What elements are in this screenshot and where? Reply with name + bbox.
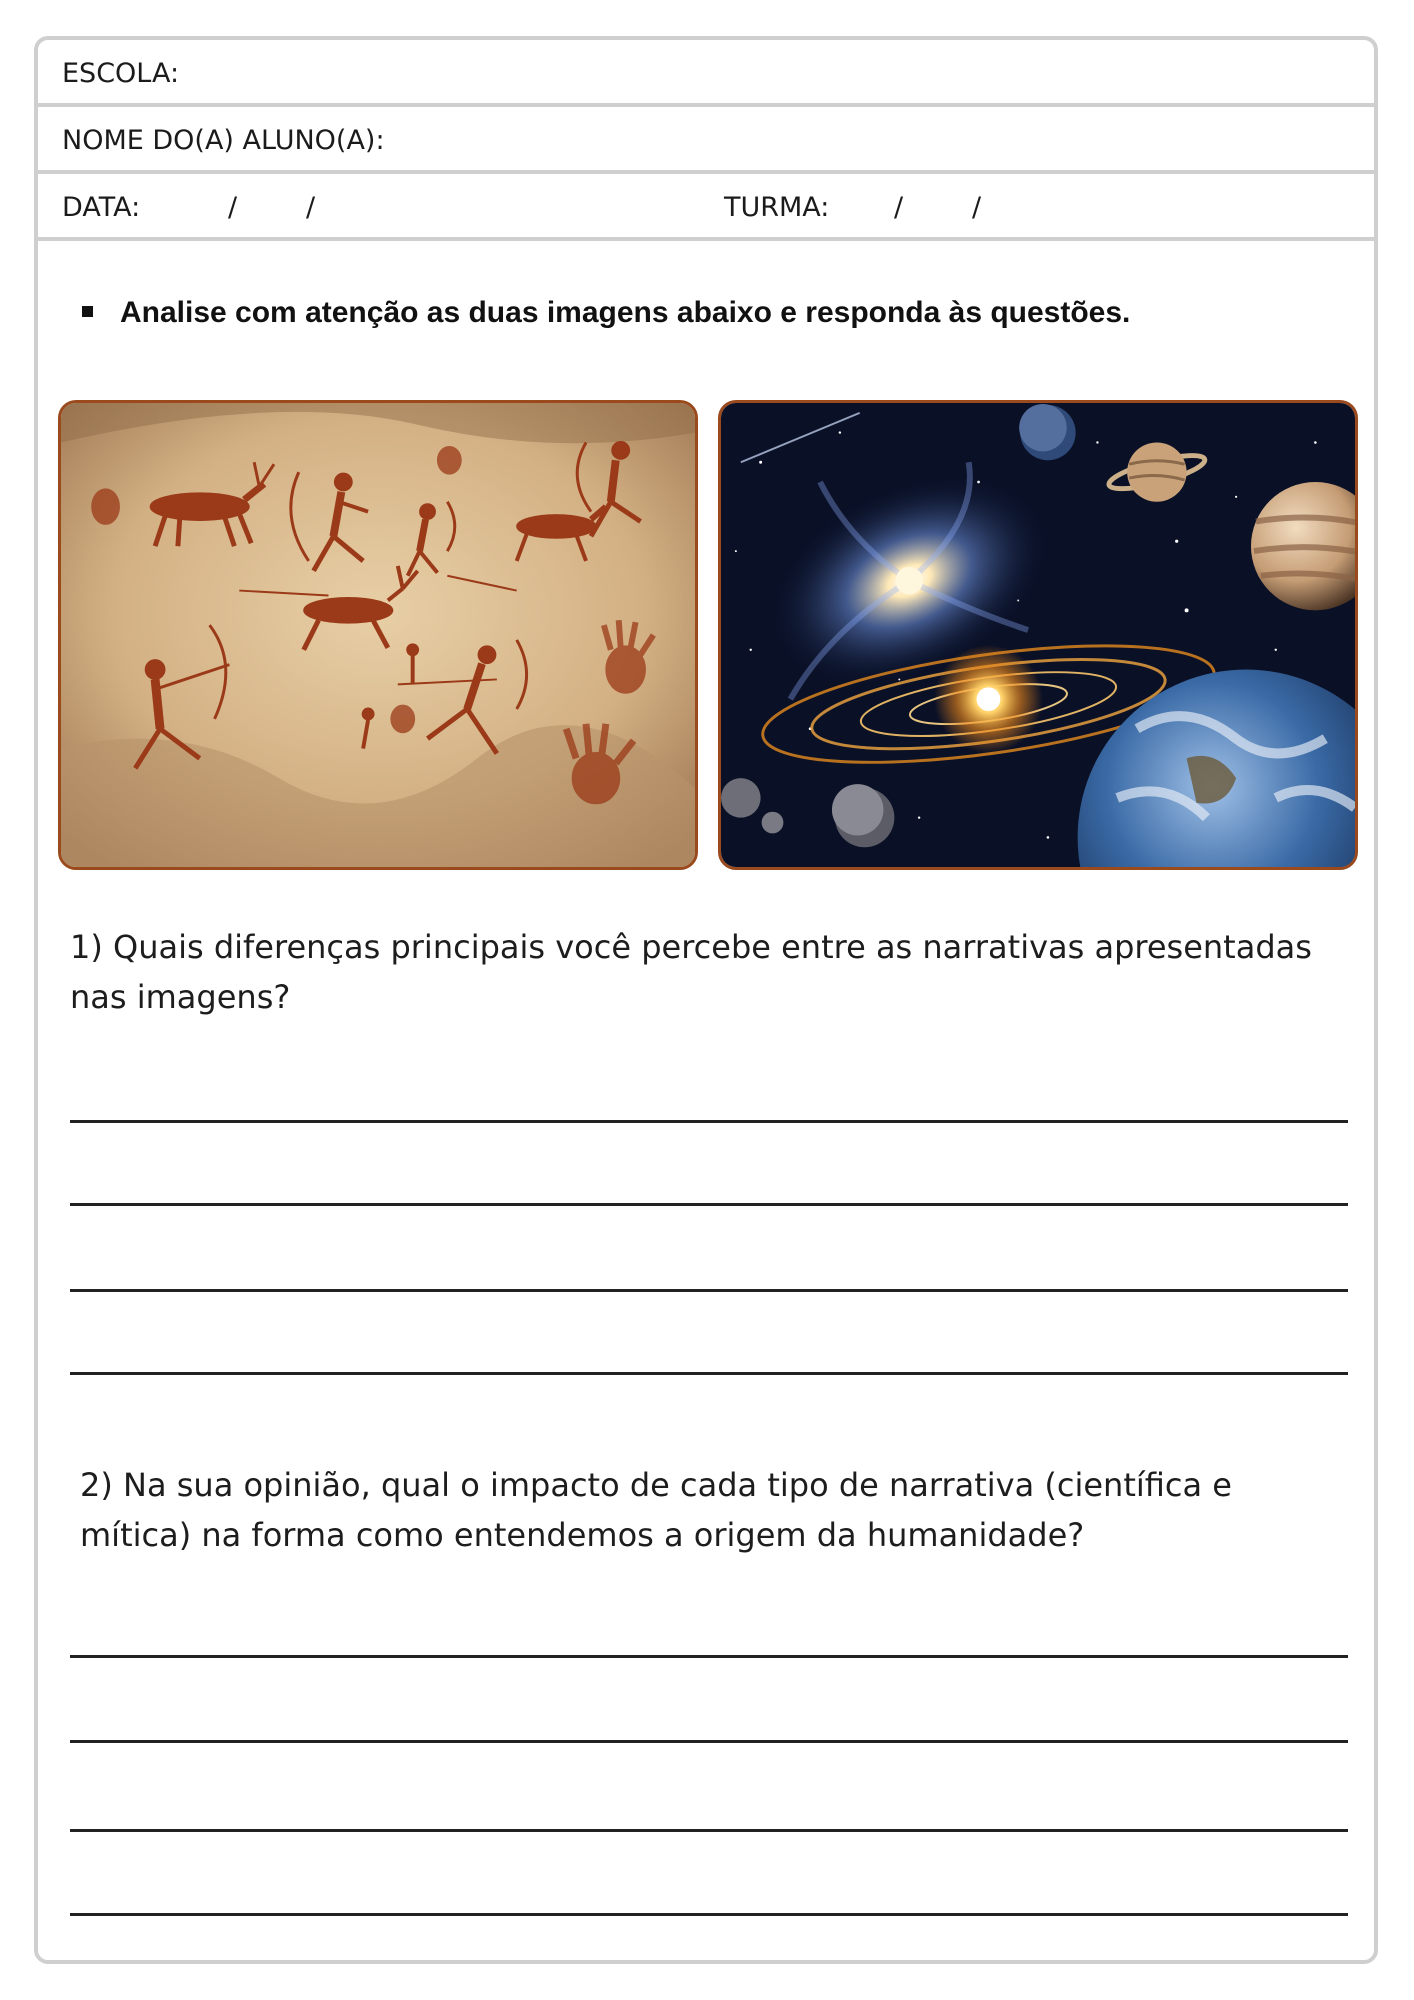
date-class-row [38, 174, 1374, 241]
student-name-row [38, 107, 1374, 174]
answer-line[interactable] [70, 1372, 1348, 1375]
school-row [38, 40, 1374, 107]
instruction-text: Analise com atenção as duas imagens abaixo e responda às questões. [120, 296, 1131, 329]
answer-line[interactable] [70, 1120, 1348, 1123]
question-1: 1) Quais diferenças principais você percebe entre as narrativas apresentadas nas imagens? [70, 928, 1312, 1016]
answer-line[interactable] [70, 1913, 1348, 1916]
date-slash: / [306, 192, 316, 223]
school-label: ESCOLA: [62, 58, 180, 89]
class-slash: / [972, 192, 982, 223]
answer-line[interactable] [70, 1289, 1348, 1292]
answer-line[interactable] [70, 1740, 1348, 1743]
date-label: DATA: [62, 192, 141, 223]
answer-line[interactable] [70, 1203, 1348, 1206]
galaxy-space-image [718, 400, 1358, 870]
class-slash: / [894, 192, 904, 223]
student-name-label: NOME DO(A) ALUNO(A): [62, 125, 385, 156]
date-slash: / [228, 192, 238, 223]
question-2: 2) Na sua opinião, qual o impacto de cada tipo de narrativa (científica e mítica) na forma como entendemos a origem da humanidade? [80, 1466, 1232, 1554]
answer-line[interactable] [70, 1829, 1348, 1832]
class-label: TURMA: [724, 192, 830, 223]
worksheet [34, 36, 1378, 1964]
cave-painting-image [58, 400, 698, 870]
answer-line[interactable] [70, 1655, 1348, 1658]
bullet-icon [82, 306, 93, 317]
